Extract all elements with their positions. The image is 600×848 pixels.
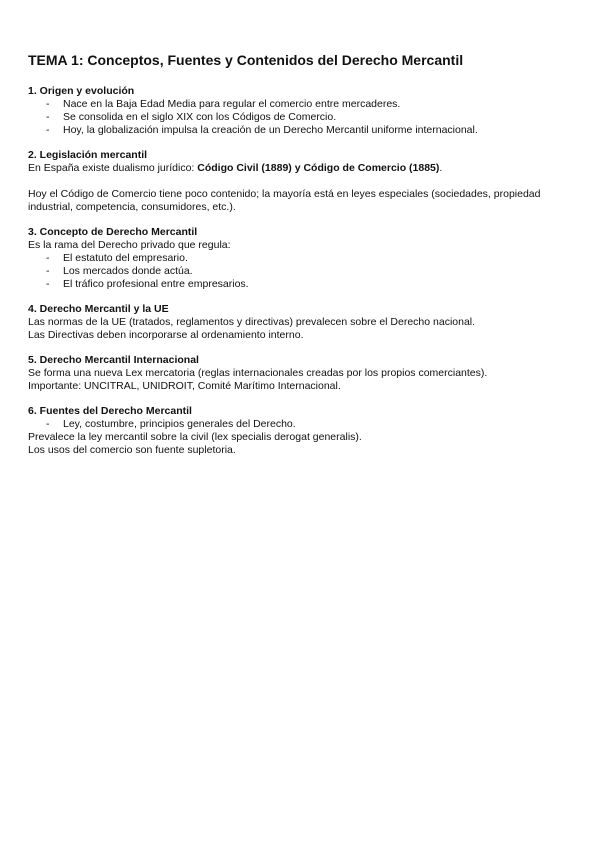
section-legislacion (28, 149, 576, 214)
list-item (28, 265, 576, 278)
section-heading: 4. Derecho Mercantil y la UE (28, 303, 169, 315)
section-concepto (28, 226, 576, 291)
bullet-marker: - (46, 111, 50, 123)
paragraph-line: Se forma una nueva Lex mercatoria (reglas internacionales creadas por los propios comerciantes). (28, 367, 488, 379)
list-item-text: Los mercados donde actúa. (63, 265, 193, 277)
list-item (28, 124, 576, 137)
section-origen (28, 85, 576, 137)
list-item-text: Se consolida en el siglo XIX con los Códigos de Comercio. (63, 111, 337, 123)
section-heading: 3. Concepto de Derecho Mercantil (28, 226, 198, 238)
bullet-marker: - (46, 278, 50, 290)
section-fuentes (28, 405, 576, 457)
bold-text: Código Civil (1889) y Código de Comercio (1885) (197, 162, 440, 174)
list-item-text: Hoy, la globalización impulsa la creación de un Derecho Mercantil uniforme internacional. (63, 124, 478, 136)
text-span: . (439, 162, 443, 174)
list-item-text: Ley, costumbre, principios generales del Derecho. (63, 418, 296, 430)
section-heading: 5. Derecho Mercantil Internacional (28, 354, 199, 366)
paragraph-line (28, 162, 576, 175)
bullet-marker: - (46, 124, 50, 136)
paragraph-line: Importante: UNCITRAL, UNIDROIT, Comité Marítimo Internacional. (28, 380, 341, 392)
section-ue (28, 303, 576, 342)
section-heading: 2. Legislación mercantil (28, 149, 148, 161)
document-title: TEMA 1: Conceptos, Fuentes y Contenidos del Derecho Mercantil (28, 52, 464, 68)
document-page (28, 52, 576, 469)
section-heading: 1. Origen y evolución (28, 85, 135, 97)
list-item (28, 98, 576, 111)
section-internacional (28, 354, 576, 393)
section-heading: 6. Fuentes del Derecho Mercantil (28, 405, 192, 417)
paragraph-line: Es la rama del Derecho privado que regula: (28, 239, 231, 251)
text-span: En España existe dualismo jurídico: (28, 162, 198, 174)
list-item (28, 418, 576, 431)
paragraph-line: Las Directivas deben incorporarse al ordenamiento interno. (28, 329, 304, 341)
paragraph-line: Los usos del comercio son fuente supletoria. (28, 444, 236, 456)
paragraph-gap (28, 175, 576, 188)
list-item-text: El estatuto del empresario. (63, 252, 188, 264)
paragraph-line: Hoy el Código de Comercio tiene poco contenido; la mayoría está en leyes especiales (sociedades, propiedad (28, 188, 541, 200)
list-item-text: El tráfico profesional entre empresarios. (63, 278, 249, 290)
bullet-marker: - (46, 418, 50, 430)
list-item (28, 278, 576, 291)
paragraph-line: Las normas de la UE (tratados, reglamentos y directivas) prevalecen sobre el Derecho nacional. (28, 316, 476, 328)
list-item (28, 111, 576, 124)
bullet-marker: - (46, 252, 50, 264)
list-item (28, 252, 576, 265)
paragraph-line: Prevalece la ley mercantil sobre la civil (lex specialis derogat generalis). (28, 431, 362, 443)
list-item-text: Nace en la Baja Edad Media para regular el comercio entre mercaderes. (63, 98, 401, 110)
paragraph-line: industrial, competencia, consumidores, etc.). (28, 201, 236, 213)
bullet-marker: - (46, 265, 50, 277)
bullet-marker: - (46, 98, 50, 110)
